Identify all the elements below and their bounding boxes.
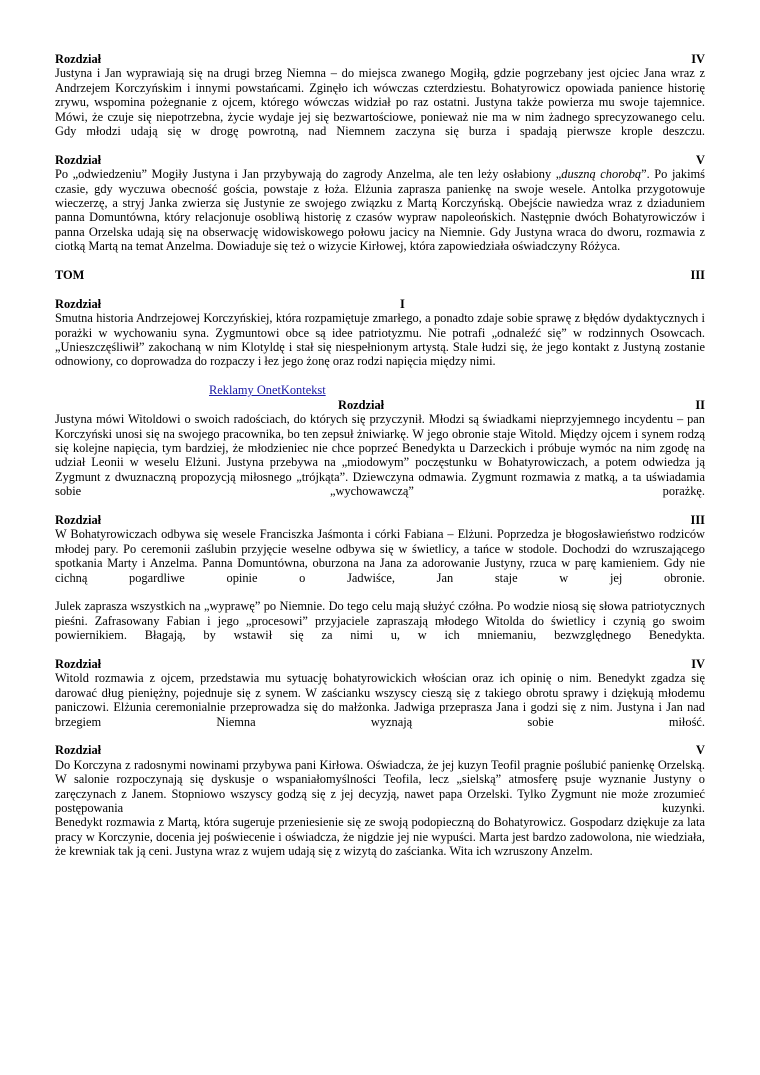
ad-link[interactable]: Reklamy OnetKontekst	[209, 383, 326, 398]
chapter-summary: Po „odwiedzeniu” Mogiły Justyna i Jan przybywają do zagrody Anzelma, ale ten leży osłabiony „duszną chorobą”. Po jakimś czasie, gdy wyczuwa obecność gościa, powstaje z łoża. Elżunia zaprasza panienkę na swoje wesele. Antolka przygotowuje wieczerzę, a stryj Janka zwierza się Justynie ze swojego związku z Martą Korczyńską. Obejście nawiedza wraz z dziaduniem panna Domuntówna, który relacjonuje osobliwą historię z czasów wypraw napoleońskich. Następnie dwóch Bohatyrowiczów i panna Orzelska udają się na obserwację widowiskowego połowu jacicy na Niemnie. Gdy Justyna wraca do dworu, rozmawia z ciotką Martą na temat Anzelma. Dowiaduje się też o wizycie Kirłowej, która zapowiedziała oświadczyny Różyca.	[55, 167, 705, 254]
chapter-summary: Witold rozmawia z ojcem, przedstawia mu sytuację bohatyrowickich włościan oraz ich opinię o nim. Benedykt zgadza się darować dług pieniężny, pojednuje się z synem. W zaścianku wszyscy cieszą się z takiego obrotu sprawy i dziękują młodemu paniczowi. Elżunia ceremonialnie przeprowadza się do małżonka. Jadwiga przeprasza Jana i godzi się z nim. Justyna i Jan nad brzegiem Niemna wyznają sobie miłość.	[55, 671, 705, 729]
chapter-summary: Julek zaprasza wszystkich na „wyprawę” po Niemnie. Do tego celu mają służyć czółna. Po wodzie niosą się słowa patriotycznych pieśni. Zafrasowany Fabian i jego „procesowi” przyjaciele zapraszają młodego Witolda do świetlicy i czynią go swoim powiernikiem. Błagają, by wstawił się za nimi u, w ich mniemaniu, bezwzględnego Benedykta.	[55, 599, 705, 643]
chapter-label: Rozdział	[55, 512, 102, 527]
chapter-number: I	[400, 296, 405, 311]
chapter-summary: Justyna mówi Witoldowi o swoich radościach, do których się przyczynił. Młodzi są świadkami nieprzyjemnego incydentu – pan Korczyński unosi się na swojego pracownika, bo ten zepsuł żniwiarkę. W jego obronie staje Witold. Między ojcem i synem rodzą się kolejne napięcia, tym bardziej, że młodzieniec nie chce poprzeć Benedykta u Darzeckich i próbuje wymóc na nim zgodę na udział Leonii w weselu Elżuni. Justyna przebywa na „miodowym” poczęstunku w Bohatyrowiczach, a potem odwiedza ją Zygmunt z dwuznaczną propozycją miłosnego „trójkąta”. Dziewczyna odmawia. Zygmunt rozmawia z matką, a ta uświadamia sobie „wychowawczą” porażkę.	[55, 412, 705, 499]
chapter-number: IV	[691, 656, 705, 671]
chapter-summary: Smutna historia Andrzejowej Korczyńskiej, która rozpamiętuje zmarłego, a ponadto zdaje sobie sprawę z błędów dydaktycznych i porażki w wychowaniu syna. Zygmuntowi obce są idee patriotyzmu. Nie potrafi „odnaleźć się” w rodzinnych Osowcach.„Unieszczęśliwił” zakochaną w nim Klotyldę i stał się niespełnionym artystą. Stale łudzi się, że jego kontakt z Justyną zostanie odnowiony, co doprowadza do rozpaczy i łez jego żonę oraz rodzi napięcia między nimi.	[55, 311, 705, 369]
chapter-label: Rozdział	[338, 397, 385, 412]
chapter-number: V	[696, 743, 705, 758]
chapter-heading	[55, 398, 705, 412]
chapter-label: Rozdział	[55, 656, 102, 671]
chapter-heading	[55, 297, 705, 311]
volume-label: TOM	[55, 268, 85, 283]
chapter-summary: Do Korczyna z radosnymi nowinami przybywa pani Kirłowa. Oświadcza, że jej kuzyn Teofil pragnie poślubić panienkę Orzelską. W salonie rozpoczynają się dyskusje o wspaniałomyślności Teofila, lecz „sielską” atmosferę psuje wyznanie Justyny o zaręczynach z Janem. Stopniowo wszyscy godzą się z jej decyzją, nawet papa Orzelski. Tylko Zygmunt nie może zrozumieć postępowania kuzynki.	[55, 757, 705, 815]
quoted-phrase: duszną chorobą	[561, 167, 642, 182]
chapter-summary: Benedykt rozmawia z Martą, która sugeruje przeniesienie się ze swoją podopieczną do Bohatyrowicz. Gospodarz dziękuje za lata pracy w Korczynie, docenia jej poświecenie i oświadcza, że nigdzie jej nie wypuści. Marta jest bardzo zadowolona, nie wiedziała, że krewniak tak ją ceni. Justyna wraz z wujem udają się z wizytą do zaścianka. Wita ich wzruszony Anzelm.	[55, 815, 705, 859]
document-page	[55, 52, 705, 859]
chapter-heading	[55, 513, 705, 527]
chapter-heading	[55, 657, 705, 671]
chapter-label: Rozdział	[55, 296, 102, 311]
chapter-number: III	[690, 512, 705, 527]
chapter-label: Rozdział	[55, 52, 102, 66]
chapter-number: IV	[691, 52, 705, 66]
chapter-heading	[55, 743, 705, 757]
chapter-heading	[55, 52, 705, 66]
chapter-label: Rozdział	[55, 152, 102, 167]
chapter-summary: W Bohatyrowiczach odbywa się wesele Franciszka Jaśmonta i córki Fabiana – Elżuni. Poprzedza je błogosławieństwo rodziców młodej pary. Po ceremonii zaślubin przyjęcie weselne odbywa się w świetlicy, a tańce w stodole. Dochodzi do wzruszającego spotkania Marty i Anzelma. Panna Domuntówna, oburzona na Jana za adorowanie Justyny, rzuca w parę kamieniem. Gdy nie cichną pogardliwe opinie o Jadwiśce, Jan staje w jej obronie.	[55, 527, 705, 585]
volume-number: III	[690, 268, 705, 283]
chapter-summary: Justyna i Jan wyprawiają się na drugi brzeg Niemna – do miejsca zwanego Mogiłą, gdzie pogrzebany jest ojciec Jana wraz z Andrzejem Korczyńskim i innymi powstańcami. Zginęło ich wówczas czterdziestu. Bohatyrowicz opowiada panience historię zrywu, wspomina pożegnanie z ojcem, którego wówczas widział po raz ostatni. Justyna także powierza mu swoje tajemnice. Mówi, że czuje się niepotrzebna, życie wydaje jej się bezwartościowe, ponieważ nie ma w nim żadnego sprecyzowanego celu. Gdy młodzi udają się w drogę powrotną, nad Niemnem zaczyna się burza i spadają pierwsze krople deszczu.	[55, 66, 705, 139]
chapter-heading	[55, 153, 705, 167]
volume-heading	[55, 268, 705, 282]
chapter-number: V	[696, 152, 705, 167]
chapter-number: II	[695, 397, 705, 412]
chapter-label: Rozdział	[55, 743, 102, 758]
